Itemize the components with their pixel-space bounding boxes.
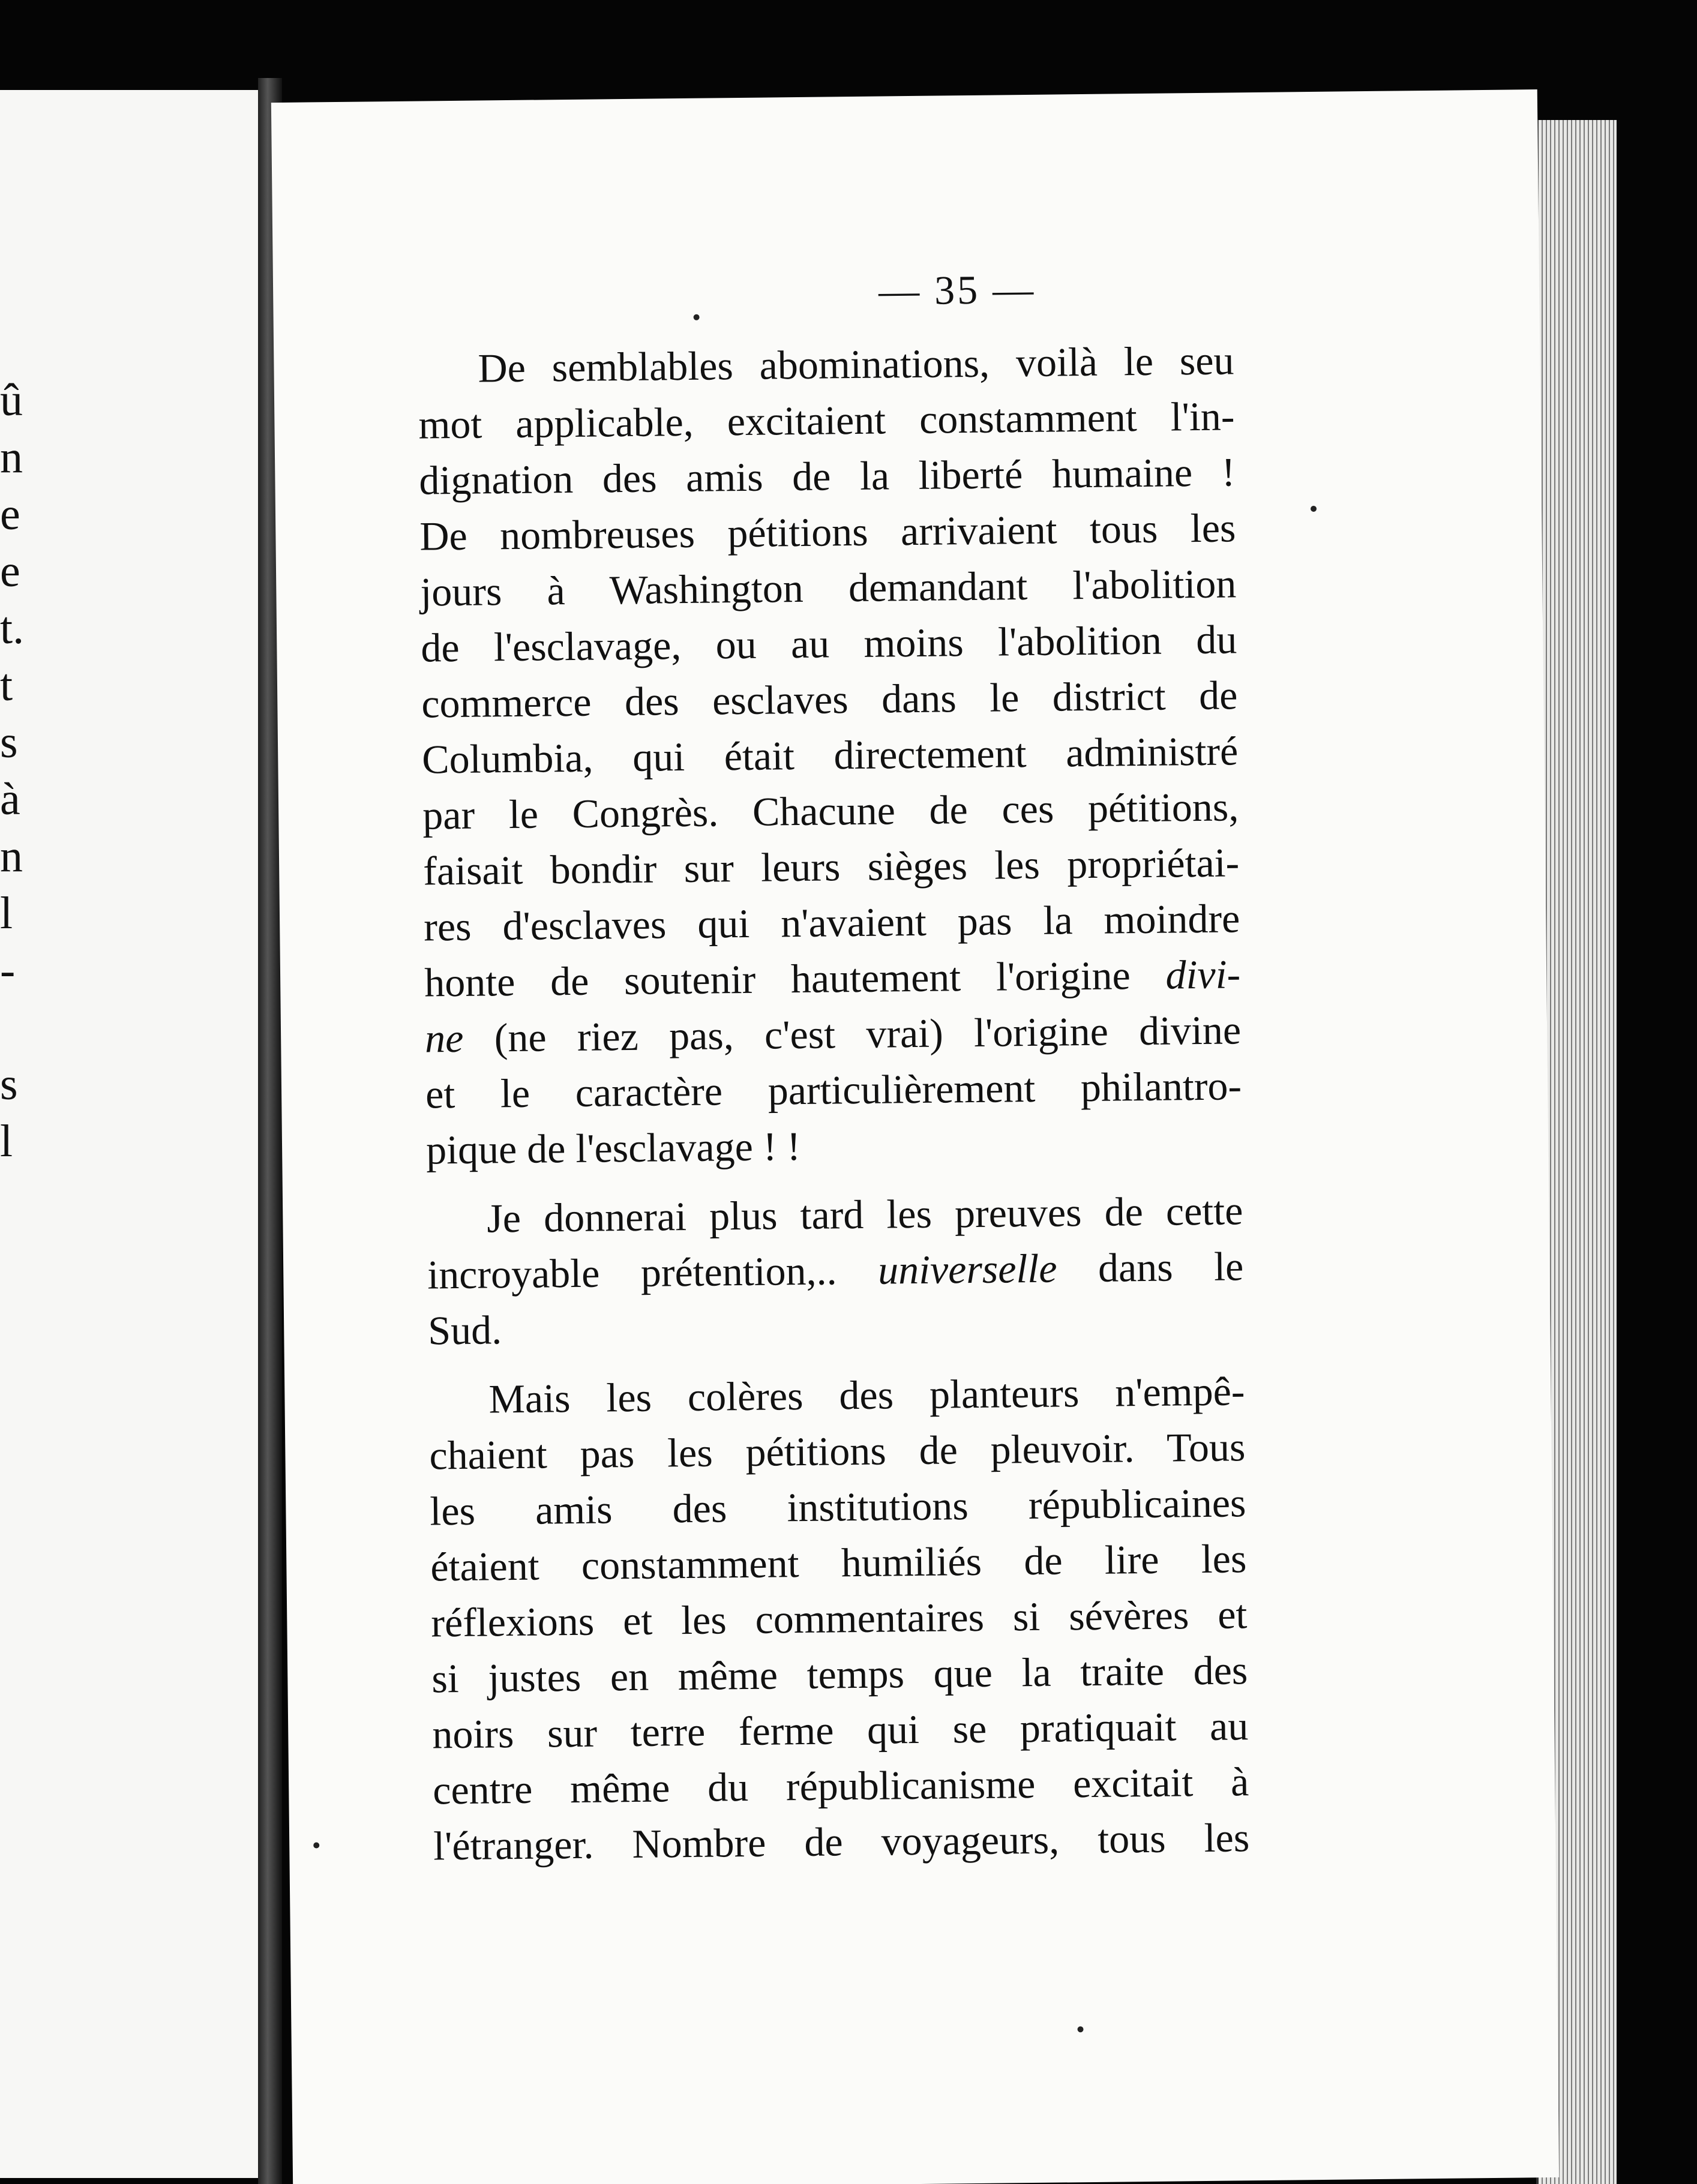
left-fragment: e — [0, 546, 20, 596]
left-page-fragment — [0, 90, 262, 2178]
left-fragment: n — [0, 831, 23, 881]
text-line: et le caractère particulièrement philantro- — [425, 1063, 1242, 1117]
text-line: mot applicable, excitaient constamment l'in- — [418, 393, 1235, 448]
text-line: réflexions et les commentaires si sévères et — [430, 1591, 1248, 1646]
page-number: — 35 — — [878, 266, 1036, 314]
text-line: De nombreuses pétitions arrivaient tous les — [419, 505, 1236, 559]
text-line: Mais les colères des planteurs n'empê- — [488, 1368, 1245, 1422]
left-fragment: n — [0, 432, 23, 482]
text-line: de l'esclavage, ou au moins l'abolition du — [420, 616, 1237, 671]
left-fragment: e — [0, 489, 20, 539]
ink-speck — [1311, 506, 1317, 512]
text-line: pique de l'esclavage ! ! — [425, 1123, 801, 1173]
page-body-text — [418, 332, 1250, 1887]
main-page — [271, 89, 1559, 2184]
left-fragment: - — [0, 945, 16, 995]
ink-speck — [694, 314, 700, 320]
text-line: res d'esclaves qui n'avaient pas la moindre — [423, 895, 1240, 950]
text-run: honte de soutenir hautement l'origine — [424, 952, 1131, 1006]
left-page-text-fragments — [0, 372, 36, 1170]
left-fragment: t. — [0, 603, 25, 653]
text-run: incroyable prétention,.. — [427, 1247, 837, 1298]
text-line: noirs sur terre ferme qui se pratiquait au — [431, 1703, 1249, 1757]
text-line: si justes en même temps que la traite des — [431, 1647, 1248, 1702]
paragraph-2 — [427, 1183, 1245, 1358]
paragraph-3 — [428, 1363, 1250, 1874]
text-line: De semblables abominations, voilà le seu — [478, 337, 1234, 391]
left-fragment: s — [0, 717, 18, 767]
text-line: chaient pas les pétitions de pleuvoir. Tous — [429, 1424, 1246, 1478]
left-fragment: l — [0, 888, 13, 938]
text-run: dans le — [1098, 1243, 1244, 1291]
text-line-with-italic — [427, 1238, 1244, 1303]
italic-word: divi- — [1165, 951, 1241, 998]
paragraph-1 — [418, 332, 1243, 1178]
ink-speck — [1077, 2026, 1083, 2032]
ink-speck — [313, 1842, 319, 1848]
left-fragment: l — [0, 1116, 13, 1166]
text-line: étaient constamment humiliés de lire les — [430, 1535, 1247, 1590]
text-line: commerce des esclaves dans le district de — [421, 672, 1238, 727]
text-line: par le Congrès. Chacune de ces pétitions, — [422, 784, 1239, 838]
italic-word: universelle — [877, 1245, 1057, 1293]
text-line-with-italic — [425, 1002, 1242, 1066]
text-line: jours à Washington demandant l'abolition — [419, 560, 1237, 615]
text-line-with-italic — [424, 946, 1241, 1010]
left-fragment: t — [0, 660, 13, 710]
left-fragment: û — [0, 375, 23, 425]
text-line: centre même du républicanisme excitait à — [432, 1759, 1249, 1813]
text-run: (ne riez pas, c'est vrai) l'origine divine — [494, 1007, 1242, 1061]
text-line: Columbia, qui était directement administré — [421, 728, 1239, 782]
left-fragment: s — [0, 1059, 18, 1109]
text-line: les amis des institutions républicaines — [430, 1480, 1246, 1534]
text-line: dignation des amis de la liberté humaine ! — [419, 449, 1236, 503]
left-fragment: à — [0, 774, 20, 824]
italic-word: ne — [424, 1015, 464, 1061]
left-fragment — [0, 999, 36, 1056]
text-line: l'étranger. Nombre de voyageurs, tous les — [433, 1814, 1250, 1869]
text-line: Je donnerai plus tard les preuves de cette — [486, 1187, 1243, 1241]
text-line: faisait bondir sur leurs sièges les propriétai- — [422, 839, 1240, 894]
text-line: Sud. — [427, 1307, 502, 1354]
